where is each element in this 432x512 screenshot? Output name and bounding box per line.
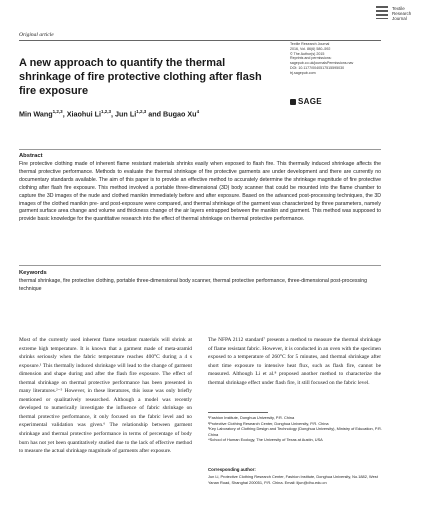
metadata-line: 2016, Vol. 86(6) 580–592 (290, 46, 331, 51)
affiliation-footnote: ¹Fashion Institute, Donghua University, P.R. China (208, 415, 295, 420)
article-title: A new approach to quantify the thermal shrinkage of fire protective clothing after flash fire exposure (19, 57, 262, 97)
affiliation-footnote: ³Key Laboratory of Clothing Design and Technology (Donghua University), Ministry of Education, P.R. China (208, 426, 382, 437)
author-affiliation: 1,2,3 (136, 109, 147, 114)
publisher-name: SAGE (298, 97, 322, 106)
body-left-column: Most of the currently used inherent flame retardant materials will shrink at extreme high temperature. It is known that a garment made of meta-aramid shrinks seriously when the fabric temperature reaches 400°C during a 4 s exposure.¹ This thermally induced shrinkage will lead to the change of garment dimension and shape during and after the flash fire exposure. The effect of thermal shrinkage on thermal protective performance has been presented in many literatures.²⁻⁵ However, in these literatures, this issue was only briefly mentioned or qualitatively researched. Although a model was recently developed to numerically investigate the influence of fabric shrinkage on thermal protective performance, it only focused on the fabric level and no experimental validation was given.⁶ The relationship between garment shrinkage and thermal protective performance in terms of percentage of body burn has not yet been quantitatively studied due to the lack of effective method to measure the actual shrinkage magnitude of garments after exposure. (19, 337, 192, 455)
corresponding-author-heading: Corresponding author: (208, 467, 256, 472)
metadata-line: © The Author(s) 2015 (290, 51, 325, 56)
doi-line[interactable]: DOI: 10.1177/0040517515595030 (290, 65, 345, 70)
author-name: Xiaohui Li (66, 109, 102, 119)
footnote-rule (208, 412, 268, 413)
journal-name-line: Journal (392, 16, 407, 21)
journal-name-line: Textile (392, 6, 405, 11)
journal-url[interactable]: trj.sagepub.com (290, 70, 316, 75)
journal-name-line: Research (392, 11, 412, 16)
sage-logo-icon (290, 99, 296, 105)
affiliation-footnote: ²Protective Clothing Research Center, Donghua University, P.R. China (208, 420, 329, 426)
author-list: Min Wang$^{1,2,3}$, Xiaohui Li$^{1,2,3}$, Jun Li$^{1,2,3}$ and Bugao Xu$^4$ (19, 109, 200, 119)
author-name: Jun Li (115, 109, 137, 119)
affiliation-footnote: ⁴School of Human Ecology, The University of Texas at Austin, USA (208, 437, 323, 443)
keywords-text: thermal shrinkage, fire protective clothing, portable three-dimensional body scanner, thermal protective performance, three-dimensional post-processing technique (19, 278, 368, 292)
journal-metadata (290, 42, 390, 76)
publisher-logo (290, 97, 322, 106)
metadata-line: Textile Research Journal (290, 42, 330, 46)
article-type: Original article (19, 32, 54, 38)
author-name: Bugao Xu (163, 109, 197, 119)
header-rule (19, 40, 381, 41)
body-right-column: The NFPA 2112 standard⁷ presents a method to measure the thermal shrinkage of flame resistant fabric. However, it is conducted in an oven with the specimen exposed to a temperature of 260°C for 5 minutes, and thermal shrinkage after short time exposure to intensive heat flux, such as flash fire, cannot be measured. Although Li et al.⁸ proposed another method to characterize the thermal shrinkage effect under flash fire, it still focused on the fabric level. (208, 337, 381, 386)
metadata-line: Reprints and permissions: (290, 56, 332, 61)
abstract-heading: Abstract (19, 153, 43, 159)
journal-name (392, 6, 432, 21)
author-affiliation: 1,2,3 (101, 109, 112, 114)
keywords-heading: Keywords (19, 270, 47, 276)
author-affiliation: 4 (196, 109, 200, 114)
metadata-line[interactable]: sagepub.co.uk/journalsPermissions.nav (290, 61, 354, 66)
corresponding-author-text: Jun Li, Protective Clothing Research Center, Fashion Institute, Donghua University, No.1882, West Yanan Road, Shanghai 200051, P.R. China. Email: lijun@dhu.edu.cn (208, 474, 378, 485)
abstract-text: Fire protective clothing made of inherent flame resistant materials shrinks easily when exposed to flash fire. This thermally induced shrinkage affects the thermal protective performance. Methods to evaluate the thermal shrinkage of fire protective garments are under development and there are currently no documentary standards available. The aim of this paper is to provide an effective method to accurately determine the shrinkage magnitude of fire protective clothing after flash fire exposure. This method involved a portable three-dimensional (3D) body scanner that could be mounted into the flame chamber to capture the 3D images of the nude and clothed manikin immediately before and after exposure. Based on the advanced post-processing techniques, the 3D images of the clothed manikin pre- and post-exposure were compared, and thermal shrinkage of the garment was characterized by three parameters, namely garment surface area change and volume and thickness change of the air layers entrapped between the manikin and garment. This method was supposed to provide basic knowledge for the quantitative research into the effect of thermal shrinkage on thermal protective performance. (19, 161, 381, 223)
affiliation-footnotes (208, 415, 388, 443)
journal-logo (376, 6, 388, 19)
author-name: Min Wang (19, 109, 53, 119)
author-affiliation: 1,2,3 (52, 109, 63, 114)
